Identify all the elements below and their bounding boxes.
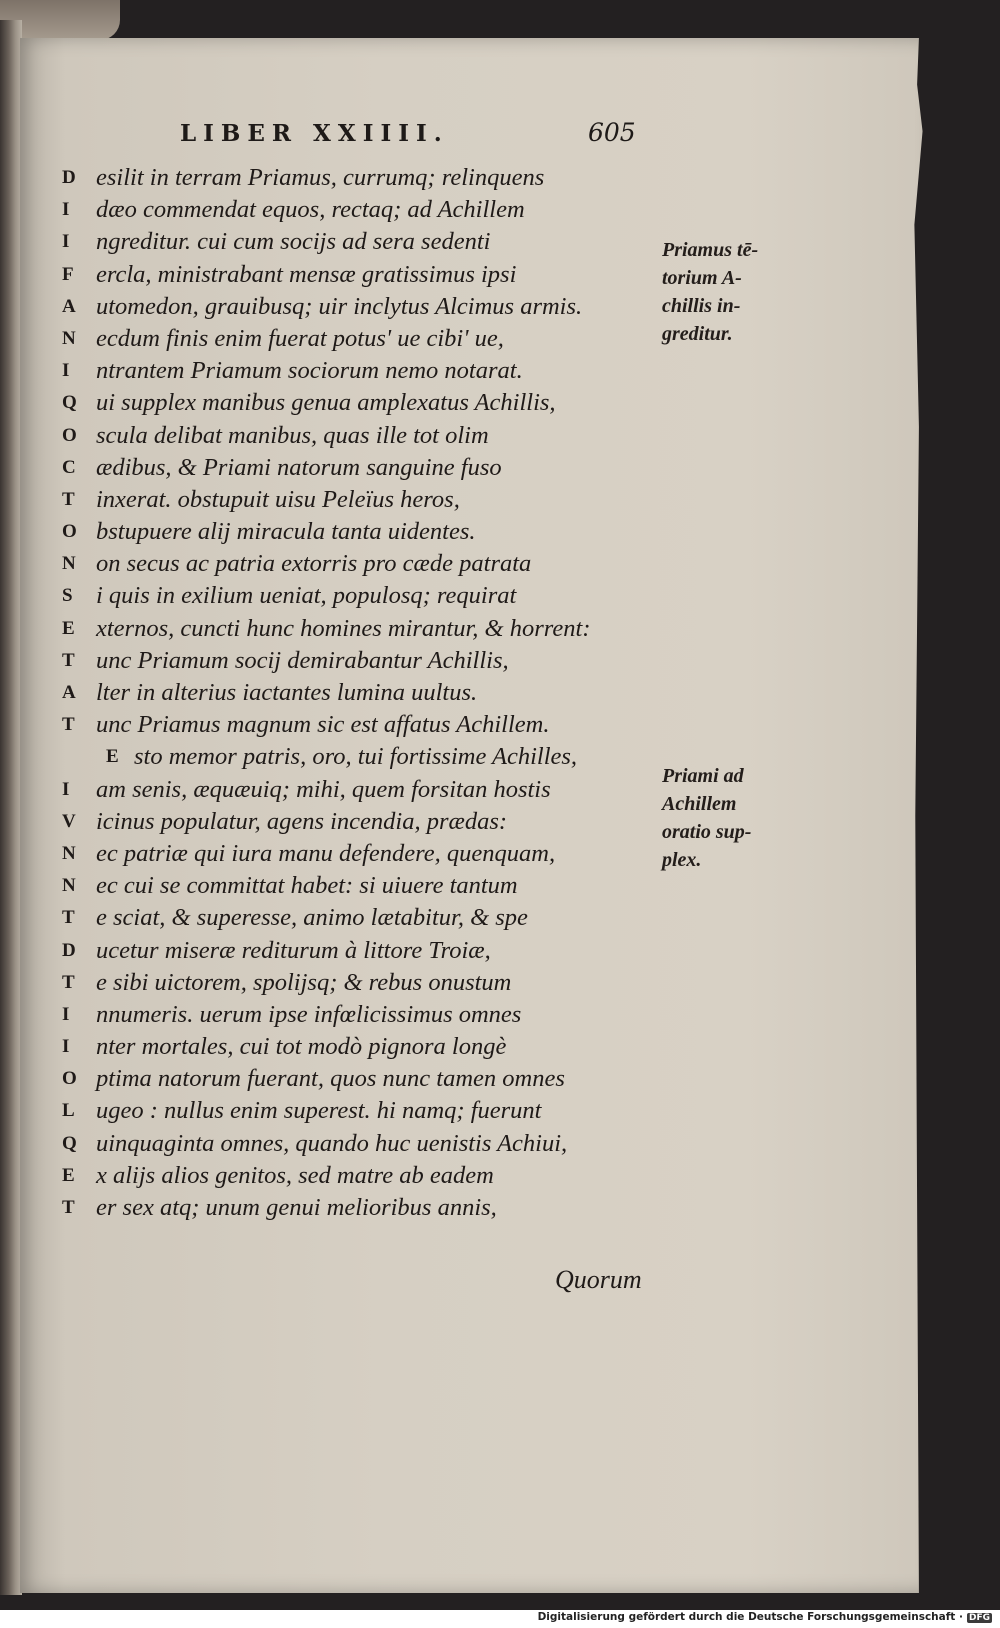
verse-line <box>62 645 622 677</box>
acrostic-initial: O <box>62 521 77 543</box>
acrostic-initial: T <box>62 488 75 510</box>
verse-line <box>62 484 622 516</box>
verse-line <box>62 935 622 967</box>
acrostic-initial: V <box>62 810 76 832</box>
acrostic-initial: T <box>62 714 75 736</box>
verse-line <box>62 452 622 484</box>
verse-text: ucetur miseræ rediturum à littore Troiæ, <box>96 936 491 964</box>
side-note-line: Achillem <box>662 793 737 815</box>
verse-text: er sex atq; unum genui melioribus annis, <box>96 1194 497 1221</box>
catchword: Quorum <box>555 1265 642 1294</box>
verse-line <box>62 741 622 773</box>
acrostic-initial: A <box>62 295 76 317</box>
acrostic-initial: S <box>62 585 73 607</box>
verse-text: ec patriæ qui iura manu defendere, quenquam, <box>96 839 556 867</box>
acrostic-initial: O <box>62 1068 77 1090</box>
verse-line <box>62 516 622 548</box>
side-note-line: torium A- <box>662 267 742 289</box>
verse-text: unc Priamum socij demirabantur Achillis, <box>96 646 509 674</box>
acrostic-initial: E <box>62 1164 75 1186</box>
verse-text: bstupuere alij miracula tanta uidentes. <box>96 518 476 546</box>
verse-text: i quis in exilium ueniat, populosq; requirat <box>96 582 517 610</box>
verse-line <box>62 838 622 870</box>
verse-line <box>62 194 622 226</box>
acrostic-initial: T <box>62 649 75 671</box>
acrostic-initial: D <box>62 167 76 188</box>
acrostic-initial: I <box>62 1036 70 1058</box>
verse-line <box>62 774 622 806</box>
acrostic-initial: N <box>62 327 76 349</box>
verse-text: e sciat, & superesse, animo lætabitur, & spe <box>96 904 528 932</box>
acrostic-initial: D <box>62 939 76 961</box>
verse-text: ercla, ministrabant mensæ gratissimus ipsi <box>96 260 517 288</box>
acrostic-initial: N <box>62 553 76 575</box>
acrostic-initial: F <box>62 263 74 285</box>
verse-line <box>62 1063 622 1095</box>
verse-line <box>62 613 622 645</box>
verse-line <box>62 580 622 612</box>
acrostic-initial: I <box>62 778 70 800</box>
verse-text: icinus populatur, agens incendia, prædas: <box>96 807 508 835</box>
side-note-priam-speech <box>662 762 792 874</box>
verse-line <box>62 548 622 580</box>
verse-line <box>62 677 622 709</box>
verse-text: nter mortales, cui tot modò pignora longè <box>96 1033 507 1061</box>
verse-line <box>62 870 622 902</box>
acrostic-initial: A <box>62 682 76 703</box>
side-note-line: Priami ad <box>662 765 744 787</box>
acrostic-initial: E <box>106 746 119 768</box>
verse-text: ugeo : nullus enim superest. hi namq; fuerunt <box>96 1097 542 1125</box>
verse-text: e sibi uictorem, spolijsq; & rebus onustum <box>96 968 512 996</box>
verse-text: ecdum finis enim fuerat potus' ue cibi' ue, <box>96 324 504 352</box>
verse-text: ngreditur. cui cum socijs ad sera sedenti <box>96 228 491 256</box>
verse-line <box>62 226 622 258</box>
verse-line <box>62 806 622 838</box>
side-note-line: greditur. <box>662 323 733 345</box>
verse-text: utomedon, grauibusq; uir inclytus Alcimus armis. <box>96 292 583 320</box>
book-fore-edge <box>0 20 22 1595</box>
acrostic-initial: N <box>62 875 76 897</box>
verse-line <box>62 420 622 452</box>
acrostic-initial: N <box>62 842 76 864</box>
verse-line <box>62 1160 622 1192</box>
verse-line <box>62 999 622 1031</box>
verse-text: unc Priamus magnum sic est affatus Achillem. <box>96 711 550 739</box>
side-note-line: chillis in- <box>662 295 741 317</box>
acrostic-initial: I <box>62 360 70 382</box>
page-number: 605 <box>588 118 636 147</box>
verse-text: sto memor patris, oro, tui fortissime Achilles, <box>134 743 578 771</box>
verse-line <box>62 387 622 419</box>
side-note-line: oratio sup- <box>662 821 752 843</box>
verse-line <box>62 1192 622 1224</box>
dfg-logo-badge: DFG <box>968 1613 990 1623</box>
side-note-priamus-enters <box>662 236 792 348</box>
acrostic-initial: Q <box>62 392 77 414</box>
verse-line <box>62 902 622 934</box>
verse-text: uinquaginta omnes, quando huc uenistis Achiui, <box>96 1129 568 1157</box>
running-head: LIBER XXIIII. <box>180 120 449 147</box>
verse-text: ec cui se committat habet: si uiuere tantum <box>96 872 518 900</box>
verse-line <box>62 291 622 323</box>
verse-text: on secus ac patria extorris pro cæde patrata <box>96 550 532 578</box>
acrostic-initial: C <box>62 456 76 478</box>
verse-text: ptima natorum fuerant, quos nunc tamen omnes <box>96 1065 565 1093</box>
acrostic-initial: I <box>62 231 70 253</box>
verse-text: am senis, æquæuiq; mihi, quem forsitan hostis <box>96 775 551 803</box>
verse-text: x alijs alios genitos, sed matre ab eadem <box>96 1161 494 1189</box>
acrostic-initial: I <box>62 1003 70 1025</box>
verse-text: xternos, cuncti hunc homines mirantur, & horrent: <box>96 614 591 642</box>
verse-text: nnumeris. uerum ipse infœlicissimus omnes <box>96 1000 522 1028</box>
acrostic-initial: L <box>62 1100 75 1122</box>
verse-line <box>62 1095 622 1127</box>
acrostic-initial: O <box>62 424 77 446</box>
verse-line <box>62 1031 622 1063</box>
acrostic-initial: E <box>62 617 75 639</box>
verse-text: lter in alterius iactantes lumina uultus. <box>96 679 478 706</box>
acrostic-initial: Q <box>62 1132 77 1154</box>
side-note-line: Priamus tē- <box>662 239 759 261</box>
verse-text: inxerat. obstupuit uisu Peleïus heros, <box>96 485 460 513</box>
acrostic-initial: T <box>62 971 75 993</box>
verse-line <box>62 323 622 355</box>
verse-text: ædibus, & Priami natorum sanguine fuso <box>96 453 502 481</box>
footer-text: Digitalisierung gefördert durch die Deutsche Forschungsgemeinschaft · <box>537 1611 963 1623</box>
verse-text: ui supplex manibus genua amplexatus Achillis, <box>96 389 556 417</box>
side-note-line: plex. <box>662 849 702 871</box>
digitization-footer <box>538 1611 992 1623</box>
verse-text: esilit in terram Priamus, currumq; relinquens <box>96 164 545 191</box>
verse-text: ntrantem Priamum sociorum nemo notarat. <box>96 357 523 385</box>
verse-line <box>62 355 622 387</box>
verse-line <box>62 162 622 194</box>
acrostic-initial: I <box>62 199 70 221</box>
acrostic-initial: T <box>62 907 75 929</box>
verse-line <box>62 259 622 291</box>
acrostic-initial: T <box>62 1197 75 1218</box>
poem-text-block <box>62 162 622 1224</box>
verse-text: scula delibat manibus, quas ille tot olim <box>96 421 489 449</box>
verse-line <box>62 1128 622 1160</box>
page-header <box>180 120 660 154</box>
verse-line <box>62 967 622 999</box>
verse-text: dæo commendat equos, rectaq; ad Achillem <box>96 196 525 224</box>
verse-line <box>62 709 622 741</box>
